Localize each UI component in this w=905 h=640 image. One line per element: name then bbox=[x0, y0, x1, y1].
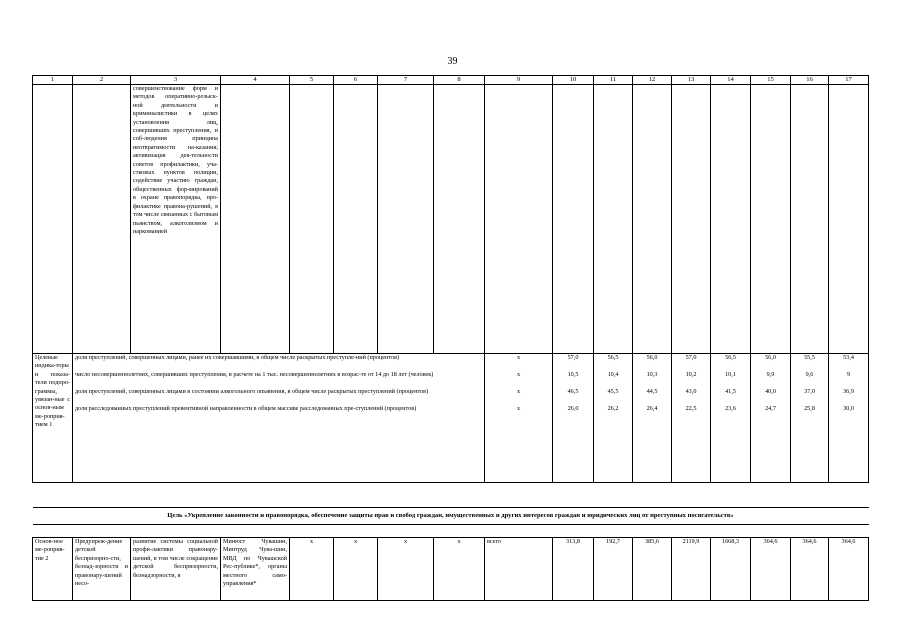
indicator-value: 26,2 bbox=[594, 405, 633, 482]
measure-label-cell: Основ-ное ме-роприя-тие 2 bbox=[33, 538, 73, 601]
table-cell bbox=[73, 85, 131, 354]
indicator-value: 9,6 bbox=[791, 371, 829, 388]
measure-row bbox=[33, 538, 869, 601]
funding-source-cell: всего bbox=[485, 538, 553, 601]
col-header: 8 bbox=[434, 76, 485, 85]
indicator-text: число несовершеннолетних, совершивших преступления, в расчете на 1 тыс. несовершеннолетних в возрас-те от 14 до 18 лет (человек) bbox=[73, 371, 485, 388]
indicator-value: 36,9 bbox=[829, 388, 869, 405]
table-cell bbox=[334, 85, 378, 354]
indicator-row bbox=[33, 405, 869, 482]
indicator-value: 45,5 bbox=[594, 388, 633, 405]
col-header: 9 bbox=[485, 76, 553, 85]
indicator-value: 57,0 bbox=[553, 354, 594, 372]
indicator-value: 10,2 bbox=[672, 371, 711, 388]
table-cell bbox=[594, 85, 633, 354]
indicator-value: 46,5 bbox=[553, 388, 594, 405]
goal-heading: Цель «Укрепление законности и правопорядка, обеспечение защиты прав и свобод граждан, имущественных и других интересов граждан и юридических лиц от преступных посягательств» bbox=[33, 508, 869, 525]
col-header: 2 bbox=[73, 76, 131, 85]
indicator-value: 26,0 bbox=[553, 405, 594, 482]
indicators-label-cell: Целевые индика-торы и показа-тели подпро-граммы, увязан-ные с основ-ным ме-роприя-тием 1 bbox=[33, 354, 73, 483]
indicator-value: 10,5 bbox=[553, 371, 594, 388]
indicator-value: 30,0 bbox=[829, 405, 869, 482]
indicator-value: 23,6 bbox=[711, 405, 751, 482]
indicator-value: 56,0 bbox=[633, 354, 672, 372]
table-cell bbox=[711, 85, 751, 354]
page-number: 39 bbox=[447, 56, 458, 67]
table-cell bbox=[791, 85, 829, 354]
spacer-cell bbox=[33, 525, 869, 538]
col-header: 14 bbox=[711, 76, 751, 85]
funding-value: 364,6 bbox=[791, 538, 829, 601]
indicator-text: доля расследованных преступлений превентивной направленности в общем массиве расследованных пре-ступлений (процентов) bbox=[73, 405, 485, 482]
indicator-value: 41,5 bbox=[711, 388, 751, 405]
indicator-value: 56,0 bbox=[751, 354, 791, 372]
continuation-row bbox=[33, 85, 869, 354]
col-header: 4 bbox=[221, 76, 290, 85]
table-cell: х bbox=[434, 538, 485, 601]
indicator-value: 56,5 bbox=[711, 354, 751, 372]
indicator-value: 25,8 bbox=[791, 405, 829, 482]
col-header: 7 bbox=[378, 76, 434, 85]
table-cell bbox=[829, 85, 869, 354]
col-header: 5 bbox=[290, 76, 334, 85]
col-header: 6 bbox=[334, 76, 378, 85]
indicator-value: 40,0 bbox=[751, 388, 791, 405]
funding-value: 1668,3 bbox=[711, 538, 751, 601]
indicator-mark: х bbox=[485, 388, 553, 405]
table-cell bbox=[672, 85, 711, 354]
indicator-mark: х bbox=[485, 405, 553, 482]
spacer-cell bbox=[33, 483, 869, 508]
col-header: 1 bbox=[33, 76, 73, 85]
column-number-row bbox=[33, 76, 869, 85]
executors-cell: Минюст Чувашии, Минтруд Чува-шии, МВД по Чувашской Рес-публике*, органы местного само-управления* bbox=[221, 538, 290, 601]
indicator-row bbox=[33, 388, 869, 405]
measure-description-cell: совершенствование форм и методов оперативно-розыск-ной деятельности и криминалистики в целях установления лиц, совершивших преступления, и соб-людения принципа неотвратимости на-казания; активизация дея-тельности советов профилактики, уча-стковых пунктов полиции, содействие участию граждан, общественных фор-мирований в охране правопорядка, про-филактике правона-рушений, в том числе связанных с бытовым пьянством, алкоголизмом и наркоманией bbox=[131, 85, 221, 354]
table-cell: х bbox=[290, 538, 334, 601]
table-cell bbox=[633, 85, 672, 354]
col-header: 12 bbox=[633, 76, 672, 85]
indicator-value: 57,0 bbox=[672, 354, 711, 372]
indicator-value: 43,0 bbox=[672, 388, 711, 405]
indicator-value: 9,9 bbox=[751, 371, 791, 388]
table-cell: х bbox=[334, 538, 378, 601]
table-cell: х bbox=[378, 538, 434, 601]
table-cell bbox=[221, 85, 290, 354]
col-header: 15 bbox=[751, 76, 791, 85]
funding-value: 2119,9 bbox=[672, 538, 711, 601]
indicator-value: 9 bbox=[829, 371, 869, 388]
funding-value: 313,8 bbox=[553, 538, 594, 601]
indicator-value: 37,0 bbox=[791, 388, 829, 405]
measure-name-cell: Предупреж-дение детской беспризорно-сти, безнад-зорности и правонару-шений несо- bbox=[73, 538, 131, 601]
table-cell bbox=[751, 85, 791, 354]
indicator-mark: х bbox=[485, 354, 553, 372]
indicator-mark: х bbox=[485, 371, 553, 388]
table-cell bbox=[33, 85, 73, 354]
indicator-row bbox=[33, 371, 869, 388]
table-cell bbox=[553, 85, 594, 354]
indicator-value: 53,4 bbox=[829, 354, 869, 372]
funding-value: 192,7 bbox=[594, 538, 633, 601]
indicator-value: 10,3 bbox=[633, 371, 672, 388]
indicator-value: 44,5 bbox=[633, 388, 672, 405]
indicator-row bbox=[33, 354, 869, 372]
indicator-value: 55,5 bbox=[791, 354, 829, 372]
indicator-value: 10,4 bbox=[594, 371, 633, 388]
program-table bbox=[32, 75, 869, 601]
col-header: 17 bbox=[829, 76, 869, 85]
funding-value: 364,6 bbox=[829, 538, 869, 601]
indicator-value: 22,5 bbox=[672, 405, 711, 482]
funding-value: 364,6 bbox=[751, 538, 791, 601]
col-header: 11 bbox=[594, 76, 633, 85]
table-cell bbox=[485, 85, 553, 354]
table-cell bbox=[434, 85, 485, 354]
indicator-value: 10,1 bbox=[711, 371, 751, 388]
col-header: 16 bbox=[791, 76, 829, 85]
table-cell bbox=[290, 85, 334, 354]
measure-description-cell: развитие системы социальной профи-лактики правонару-шений, в том числе сокращение детской беспризорности, безнадзорности, я bbox=[131, 538, 221, 601]
spacer-row bbox=[33, 525, 869, 538]
goal-row bbox=[33, 508, 869, 525]
col-header: 3 bbox=[131, 76, 221, 85]
spacer-row bbox=[33, 483, 869, 508]
col-header: 10 bbox=[553, 76, 594, 85]
indicator-text: доля преступлений, совершенных лицами, ранее их совершавшими, в общем числе раскрытых преступле-ний (процентов) bbox=[73, 354, 485, 372]
indicator-text: доля преступлений, совершенных лицами в состоянии алкогольного опьянения, в общем числе раскрытых преступлений (процентов) bbox=[73, 388, 485, 405]
indicator-value: 56,5 bbox=[594, 354, 633, 372]
table-cell bbox=[378, 85, 434, 354]
funding-value: 385,6 bbox=[633, 538, 672, 601]
indicator-value: 24,7 bbox=[751, 405, 791, 482]
indicator-value: 26,4 bbox=[633, 405, 672, 482]
col-header: 13 bbox=[672, 76, 711, 85]
